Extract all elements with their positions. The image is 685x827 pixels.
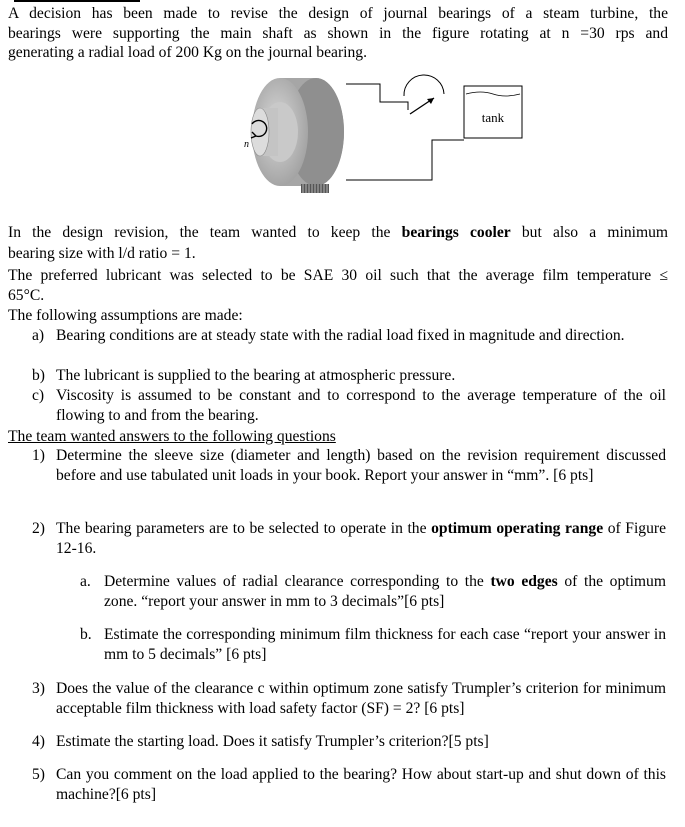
assumption-b: b) The lubricant is supplied to the bearing at atmospheric pressure. (32, 367, 456, 384)
header-rule (14, 0, 140, 2)
question-5: 5) Can you comment on the load applied to the bearing? How about start-up and shut down of this machine?[6 pts] (32, 766, 666, 803)
shaft (251, 108, 278, 156)
intro-line-3: generating a radial load of 200 Kg on the journal bearing. (8, 44, 367, 61)
question-4: 4) Estimate the starting load. Does it satisfy Trumpler’s criterion?[5 pts] (32, 733, 489, 750)
oil-pipes (346, 84, 464, 180)
speed-symbol: n (244, 139, 249, 150)
intro-line-1: A decision has been made to revise the design of journal bearings of a steam turbine, the (8, 5, 668, 22)
tank-label: tank (481, 110, 505, 125)
question-1: 1) Determine the sleeve size (diameter and length) based on the revision requirement discussed before and use tabulated unit loads in your book. Report your answer in “mm”. [6 pts] (32, 447, 666, 484)
question-2a: a. Determine values of radial clearance corresponding to the two edges of the optimum zone. “report your answer in mm to 3 decimals”[6 pts] (80, 573, 666, 610)
lubricant-line-2: 65°C. (8, 287, 45, 304)
question-2b: b. Estimate the corresponding minimum film thickness for each case “report your answer in mm to 5 decimals” [6 pts] (80, 626, 666, 663)
assumption-a: a) Bearing conditions are at steady state with the radial load fixed in magnitude and direction. (32, 327, 625, 344)
lubricant-line-1: The preferred lubricant was selected to be SAE 30 oil such that the average film temperature ≤ (8, 267, 668, 284)
tank (464, 86, 522, 138)
question-2: 2) The bearing parameters are to be selected to operate in the optimum operating range of Figure 12-16. (32, 520, 667, 557)
assumption-c: c) Viscosity is assumed to be constant and to correspond to the average temperature of the oil flowing to and from the bearing. (32, 387, 666, 424)
bearing-base (301, 184, 329, 193)
questions-heading: The team wanted answers to the following questions (8, 428, 336, 445)
pressure-gauge-icon (404, 75, 444, 114)
revision-line-2: bearing size with l/d ratio = 1. (8, 245, 196, 262)
assumptions-heading: The following assumptions are made: (8, 307, 243, 324)
revision-line-1: In the design revision, the team wanted to keep the bearings cooler but also a minimum (8, 224, 669, 241)
intro-line-2: bearings were supporting the main shaft as shown in the figure rotating at n =30 rps and (8, 25, 668, 42)
question-3: 3) Does the value of the clearance c within optimum zone satisfy Trumpler’s criterion for minimum acceptable film thickness with load safety factor (SF) = 2? [6 pts] (32, 680, 666, 717)
bearing-figure (238, 72, 528, 200)
